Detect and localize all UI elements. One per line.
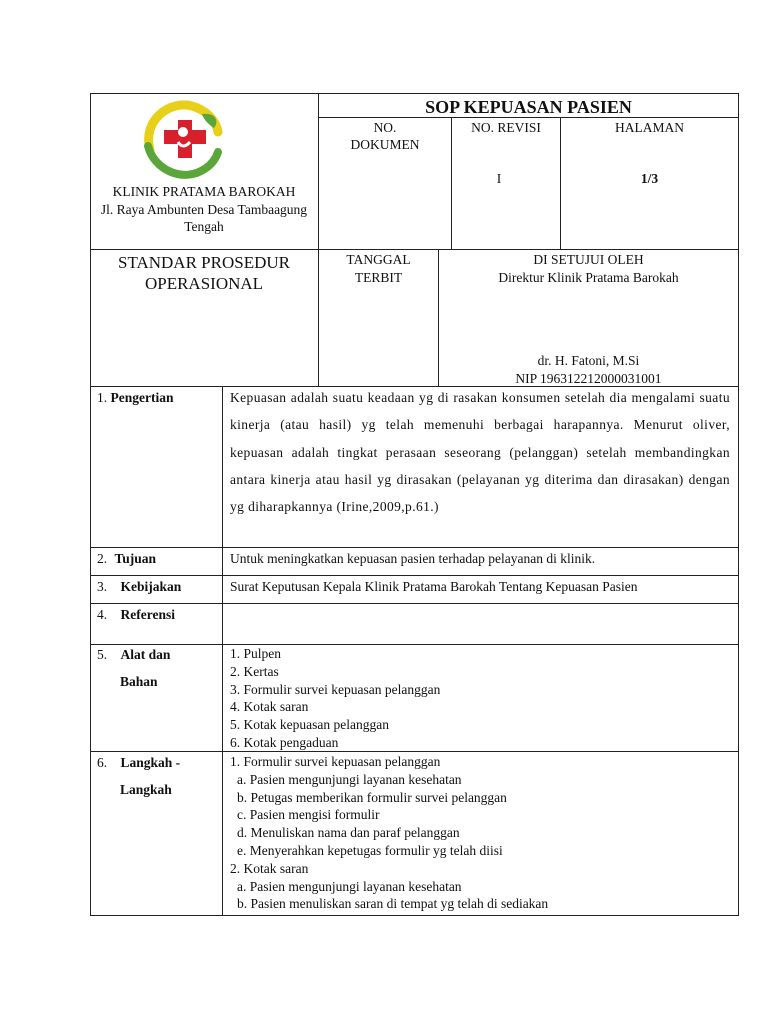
- list-item: b. Petugas memberikan formulir survei pelanggan: [237, 789, 507, 805]
- no-revisi-label: NO. REVISI: [471, 120, 541, 135]
- approved-by-role: Direktur Klinik Pratama Barokah: [498, 270, 679, 285]
- tujuan-text: Untuk meningkatkan kepuasan pasien terhadap pelayanan di klinik.: [230, 551, 596, 566]
- list-item: 3. Formulir survei kepuasan pelanggan: [230, 681, 441, 697]
- row-number: 1.: [97, 390, 108, 405]
- list-item: 1. Pulpen: [230, 646, 282, 661]
- tanggal-terbit-label-1: TANGGAL: [346, 252, 411, 267]
- row-number: 2.: [97, 551, 108, 566]
- alat-list: [230, 645, 440, 752]
- list-item: 6. Kotak pengaduan: [230, 734, 339, 750]
- clinic-address-line-2: Tengah: [184, 219, 224, 234]
- list-item: 1. Formulir survei kepuasan pelanggan: [230, 754, 441, 769]
- approved-by-label: DI SETUJUI OLEH: [533, 252, 644, 267]
- clinic-address-line-1: Jl. Raya Ambunten Desa Tambaagung: [100, 202, 308, 217]
- row-number: 4.: [97, 607, 108, 622]
- row-kebijakan-label: [97, 579, 181, 595]
- no-dokumen-label-2: DOKUMEN: [350, 137, 420, 152]
- pengertian-text: Kepuasan adalah suatu keadaan yg di rasakan konsumen setelah dia mengalami suatu kinerja (atau hasil) yg telah memenuhi berbagai harapannya. Menurut oliver, kepuasan adalah tingkat perasaan seseorang (pelanggan) setelah membandingkan antara kinerja atau hasil yg dirasakan (pelayanan yg diterima dan dirasakan) dengan yg diharapkannya (Irine,2009,p.61.): [230, 390, 730, 515]
- clinic-name: KLINIK PRATAMA BAROKAH: [112, 184, 296, 199]
- row-label: Alat dan: [120, 647, 171, 662]
- halaman-value: 1/3: [640, 171, 659, 186]
- document-title: SOP KEPUASAN PASIEN: [425, 97, 632, 117]
- row-pengertian-label: [97, 390, 174, 406]
- signer-nip: NIP 196312212000031001: [515, 371, 662, 386]
- row-label: Kebijakan: [120, 579, 182, 594]
- row-number: 5.: [97, 647, 108, 662]
- row-label: Tujuan: [114, 551, 157, 566]
- clinic-logo: [140, 98, 224, 184]
- row-langkah-label-2: Langkah: [120, 782, 172, 797]
- langkah-list: [230, 753, 548, 913]
- list-item: 5. Kotak kepuasan pelanggan: [230, 717, 389, 733]
- list-item: e. Menyerahkan kepetugas formulir yg telah diisi: [237, 842, 503, 858]
- list-item: 2. Kertas: [230, 663, 279, 679]
- row-alat-label-2: Bahan: [120, 674, 158, 689]
- list-item: 4. Kotak saran: [230, 699, 309, 715]
- row-label: Referensi: [120, 607, 175, 622]
- no-dokumen-label-1: NO.: [373, 120, 397, 135]
- list-item: b. Pasien menuliskan saran di tempat yg telah di sediakan: [237, 896, 549, 912]
- row-langkah-label: [97, 755, 180, 771]
- list-item: a. Pasien mengunjungi layanan kesehatan: [237, 771, 462, 787]
- row-number: 3.: [97, 579, 108, 594]
- list-item: d. Menuliskan nama dan paraf pelanggan: [237, 825, 460, 841]
- kebijakan-text: Surat Keputusan Kepala Klinik Pratama Barokah Tentang Kepuasan Pasien: [230, 579, 638, 594]
- row-tujuan-label: [97, 551, 156, 567]
- list-item: c. Pasien mengisi formulir: [237, 807, 380, 823]
- list-item: 2. Kotak saran: [230, 860, 309, 876]
- halaman-label: HALAMAN: [615, 120, 684, 135]
- sop-label-line-1: STANDAR PROSEDUR: [118, 253, 290, 272]
- signer-name: dr. H. Fatoni, M.Si: [537, 353, 640, 368]
- row-label: Pengertian: [110, 390, 174, 405]
- tanggal-terbit-label-2: TERBIT: [354, 270, 403, 285]
- row-referensi-label: [97, 607, 175, 623]
- list-item: a. Pasien mengunjungi layanan kesehatan: [237, 878, 462, 894]
- row-label: Langkah -: [120, 755, 181, 770]
- sop-label-line-2: OPERASIONAL: [144, 274, 264, 293]
- row-number: 6.: [97, 755, 108, 770]
- no-revisi-value: I: [496, 171, 502, 186]
- row-alat-label: [97, 647, 170, 663]
